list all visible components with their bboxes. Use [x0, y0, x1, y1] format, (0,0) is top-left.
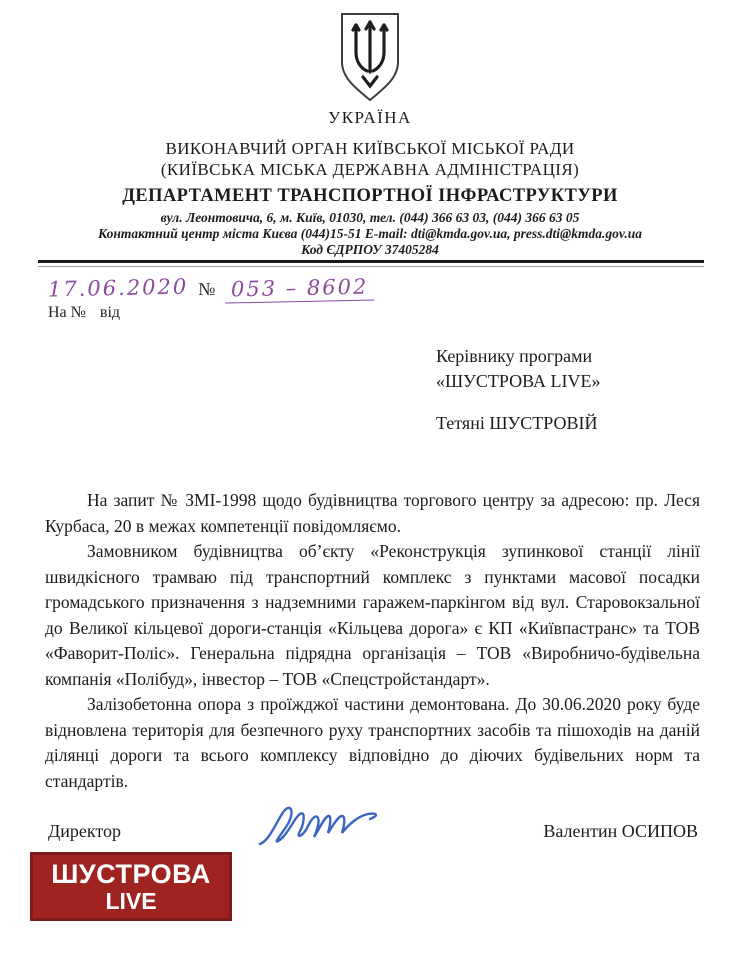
contact-line: Контактний центр міста Києва (044)15-51 E-mail: dti@kmda.gov.ua, press.dti@kmda.gov.ua: [97, 226, 643, 241]
address-line: вул. Леонтовича, 6, м. Київ, 01030, тел. (044) 366 63 03, (044) 366 63 05: [160, 210, 580, 225]
letter-body: [45, 488, 700, 794]
handwritten-number: 053 – 8602: [225, 274, 375, 303]
reply-reference-line: [48, 304, 375, 322]
org-line1: ВИКОНАВЧИЙ ОРГАН КИЇВСЬКОЇ МІСЬКОЇ РАДИ: [165, 139, 575, 158]
reply-suffix: від: [99, 304, 121, 321]
shustrova-live-logo: [30, 852, 232, 921]
org-line2: (КИЇВСЬКА МІСЬКА ДЕРЖАВНА АДМІНІСТРАЦІЯ): [160, 160, 580, 179]
signature-scribble: [252, 800, 392, 855]
recipient-line3: Тетяні ШУСТРОВІЙ: [436, 413, 598, 433]
logo-line2: LIVE: [105, 887, 157, 914]
department-title: ДЕПАРТАМЕНТ ТРАНСПОРТНОЇ ІНФРАСТРУКТУРИ: [122, 186, 618, 206]
number-sign: №: [198, 279, 216, 299]
recipient-line2: «ШУСТРОВА LIVE»: [436, 371, 601, 391]
letterhead-divider: [38, 260, 704, 267]
country-title: УКРАЇНА: [328, 108, 412, 127]
logo-line1: ШУСТРОВА: [51, 859, 211, 890]
edrpou-line: Код ЄДРПОУ 37405284: [301, 242, 439, 257]
trident-icon: [331, 10, 409, 106]
recipient-block: [436, 344, 601, 436]
signoff-title: Директор: [48, 821, 122, 841]
signoff-name: Валентин ОСИПОВ: [543, 821, 698, 841]
reference-block: [48, 276, 375, 322]
paragraph-3: Залізобетонна опора з проїжджої частини демонтована. До 30.06.2020 року буде відновлена територія для безпечного руху транспортних засобів та пішоходів на даній ділянці дороги та всього комплексу відповідно до діючих будівельних норм та стандартів.: [45, 694, 700, 791]
paragraph-2: Замовником будівництва об’єкту «Реконструкція зупинкової станції лінії швидкісного трамваю під транспортний комплекс з пунктами масової посадки громадського призначення з надземними гаражем-паркінгом від вул. Старовокзальної до Великої кільцевої дороги-станція «Кільцева дорога» є КП «Київпастранс» та ТОВ «Фаворит-Поліс». Генеральна підрядна організація – ТОВ «Виробничо-будівельна компанія «Полібуд», інвестор – ТОВ «Спецстройстандарт».: [45, 541, 700, 689]
reply-prefix: На №: [48, 304, 86, 321]
ukraine-trident-emblem: [331, 10, 409, 106]
paragraph-1: На запит № ЗМІ-1998 щодо будівництва торгового центру за адресою: пр. Леся Курбаса, 20 в межах компетенції повідомляємо.: [45, 490, 700, 536]
handwritten-date: 17.06.2020: [47, 274, 189, 302]
signature-icon: [252, 800, 392, 855]
recipient-line1: Керівнику програми: [436, 346, 593, 366]
